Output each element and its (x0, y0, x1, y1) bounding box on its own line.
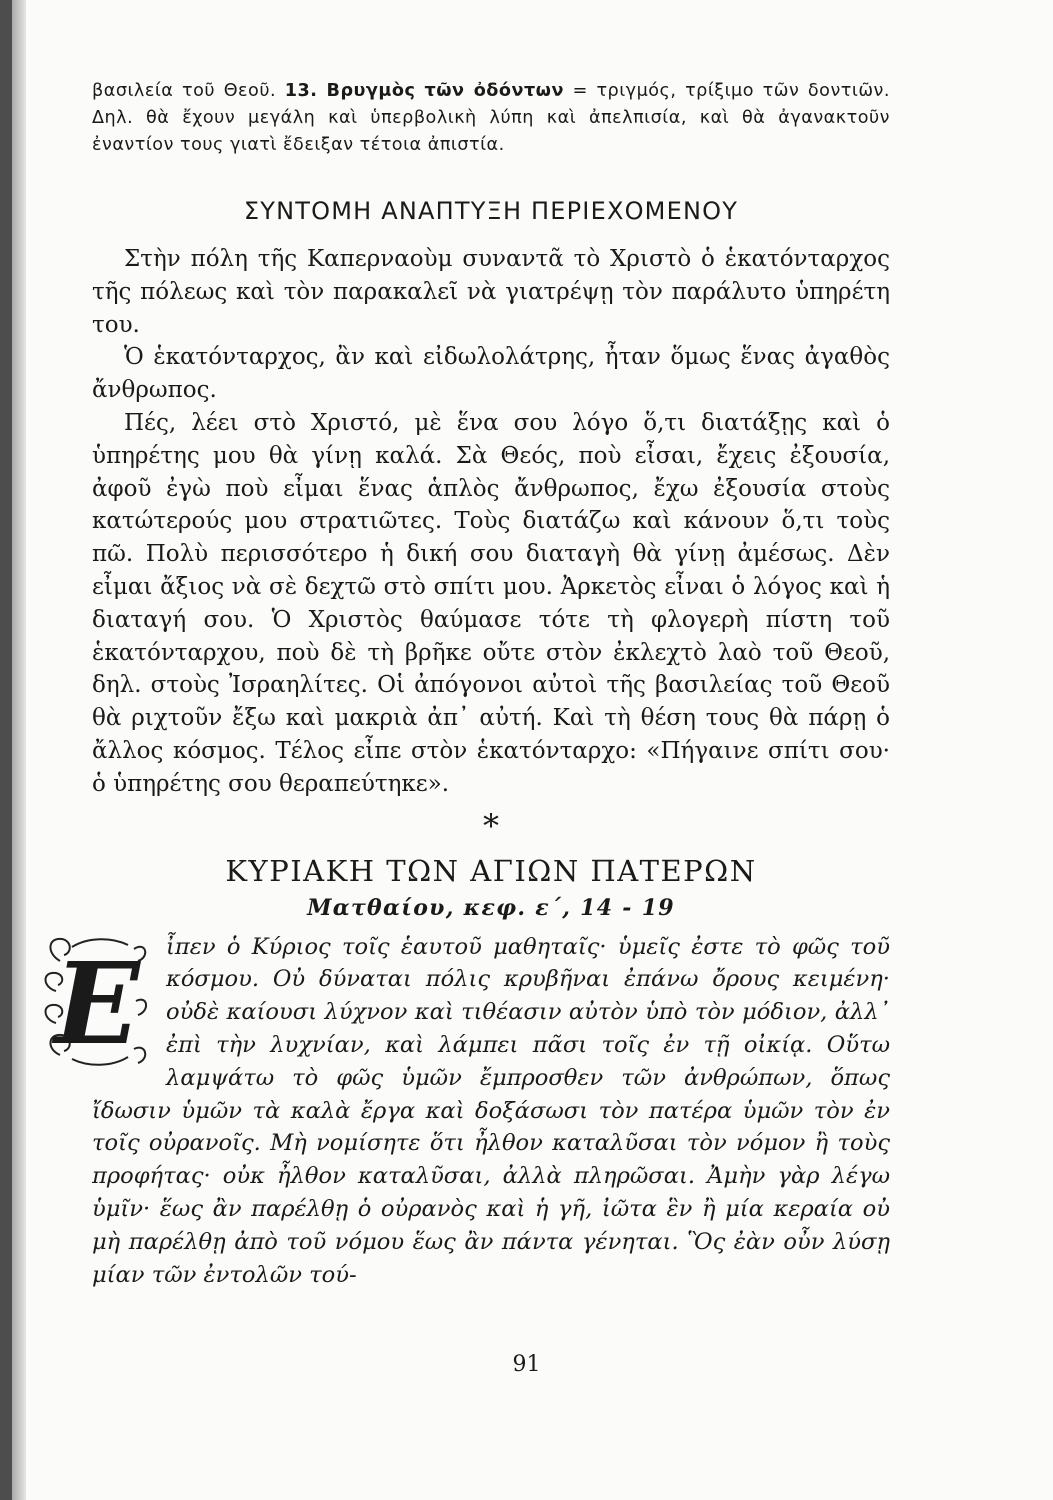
footnotes (92, 78, 890, 159)
dropcap-ornament-icon (42, 931, 152, 1071)
section-separator: * (483, 806, 499, 845)
summary-section (92, 243, 890, 801)
ornamental-dropcap (42, 931, 152, 1071)
footnote-intro: βασιλεία τοῦ Θεοῦ. (92, 81, 285, 101)
page-number: 91 (512, 1352, 541, 1377)
book-page (54, 78, 890, 1291)
summary-paragraph-3: Πές, λέει στὸ Χριστό, μὲ ἕνα σου λόγο ὅ,τι διατάξῃς καὶ ὁ ὑπηρέτης μου θὰ γίνῃ καλά. Σὰ Θεός, ποὺ εἶσαι, ἔχεις ἐξουσία, ἀφοῦ ἐγὼ ποὺ εἶμαι ἕνας ἁπλὸς ἄνθρωπος, ἔχω ἐξουσία στοὺς κατώτερούς μου στρατιῶτες. Τοὺς διατάζω καὶ κάνουν ὅ,τι τοὺς πῶ. Πολὺ περισσότερο ἡ δική σου διαταγὴ θὰ γίνῃ ἀμέσως. Δὲν εἶμαι ἄξιος νὰ σὲ δεχτῶ στὸ σπίτι μου. Ἀρκετὸς εἶναι ὁ λόγος καὶ ἡ διαταγή σου. Ὁ Χριστὸς θαύμασε τότε τὴ φλογερὴ πίστη τοῦ ἑκατόνταρχου, ποὺ δὲ τὴ βρῆκε οὔτε στὸν ἐκλεχτὸ λαὸ τοῦ Θεοῦ, δηλ. στοὺς Ἰσραηλίτες. Οἱ ἀπόγονοι αὐτοὶ τῆς βασιλείας τοῦ Θεοῦ θὰ ριχτοῦν ἔξω καὶ μακριὰ ἀπ᾽ αὐτή. Καὶ τὴ θέση τους θὰ πάρῃ ὁ ἄλλος κόσμος. Τέλος εἶπε στὸν ἑκατόνταρχο: «Πήγαινε σπίτι σου· ὁ ὑπηρέτης σου θεραπεύτηκε». (92, 409, 890, 797)
footnote-definition: = τριγμός, τρίξιμο τῶν δοντιῶν. Δηλ. θὰ ἔχουν μεγάλη καὶ ὑπερβολικὴ λύπη καὶ ἀπελπισία, καὶ θὰ ἀγανακτοῦν ἐναντίον τους γιατὶ ἔδειξαν τέτοια ἀπιστία. (92, 81, 890, 155)
footnote-term: Βρυγμὸς τῶν ὀδόντων (326, 81, 564, 101)
book-spine-edge (0, 0, 12, 1500)
footnote-paragraph (92, 78, 890, 159)
dropcap-letter: Ε (54, 938, 140, 1070)
book-spine-shadow (0, 0, 26, 1500)
gospel-body: ἶπεν ὁ Κύριος τοῖς ἑαυτοῦ μαθηταῖς· ὑμεῖς ἐστε τὸ φῶς τοῦ κόσμου. Οὐ δύναται πόλις κρυβῆναι ἐπάνω ὄρους κειμένη· οὐδὲ καίουσι λύχνον καὶ τιθέασιν αὐτὸν ὑπὸ τὸν μόδιον, ἀλλ᾽ ἐπὶ τὴν λυχνίαν, καὶ λάμπει πᾶσι τοῖς ἐν τῇ οἰκίᾳ. Οὕτω λαμψάτω τὸ φῶς ὑμῶν ἔμπροσθεν τῶν ἀνθρώπων, ὅπως ἴδωσιν ὑμῶν τὰ καλὰ ἔργα καὶ δοξάσωσι τὸν πατέρα ὑμῶν τὸν ἐν τοῖς οὐρανοῖς. Μὴ νομίσητε ὅτι ἦλθον καταλῦσαι τὸν νόμον ἢ τοὺς προφήτας· οὐκ ἦλθον καταλῦσαι, ἀλλὰ πληρῶσαι. Ἀμὴν γὰρ λέγω ὑμῖν· ἕως ἂν παρέλθῃ ὁ οὐρανὸς καὶ ἡ γῆ, ἰῶτα ἓν ἢ μία κεραία οὐ μὴ παρέλθῃ ἀπὸ τοῦ νόμου ἕως ἂν πάντα γένηται. Ὃς ἐὰν οὖν λύσῃ μίαν τῶν ἐντολῶν τού- (92, 933, 890, 1288)
footnote-number: 13. (284, 81, 327, 101)
sunday-title: ΚΥΡΙΑΚΗ ΤΩΝ ΑΓΙΩΝ ΠΑΤΕΡΩΝ (225, 853, 757, 888)
summary-heading: ΣΥΝΤΟΜΗ ΑΝΑΠΤΥΞΗ ΠΕΡΙΕΧΟΜΕΝΟΥ (243, 197, 739, 225)
gospel-text (54, 931, 890, 1292)
summary-paragraph-2: Ὁ ἑκατόνταρχος, ἂν καὶ εἰδωλολάτρης, ἦταν ὅμως ἕνας ἀγαθὸς ἄνθρωπος. (92, 344, 890, 404)
gospel-reference: Ματθαίου, κεφ. ε΄, 14 - 19 (307, 894, 675, 921)
summary-paragraph-1: Στὴν πόλη τῆς Καπερναοὺμ συναντᾶ τὸ Χριστὸ ὁ ἑκατόνταρχος τῆς πόλεως καὶ τὸν παρακαλεῖ νὰ γιατρέψῃ τὸν παράλυτο ὑπηρέτη του. (92, 246, 890, 338)
